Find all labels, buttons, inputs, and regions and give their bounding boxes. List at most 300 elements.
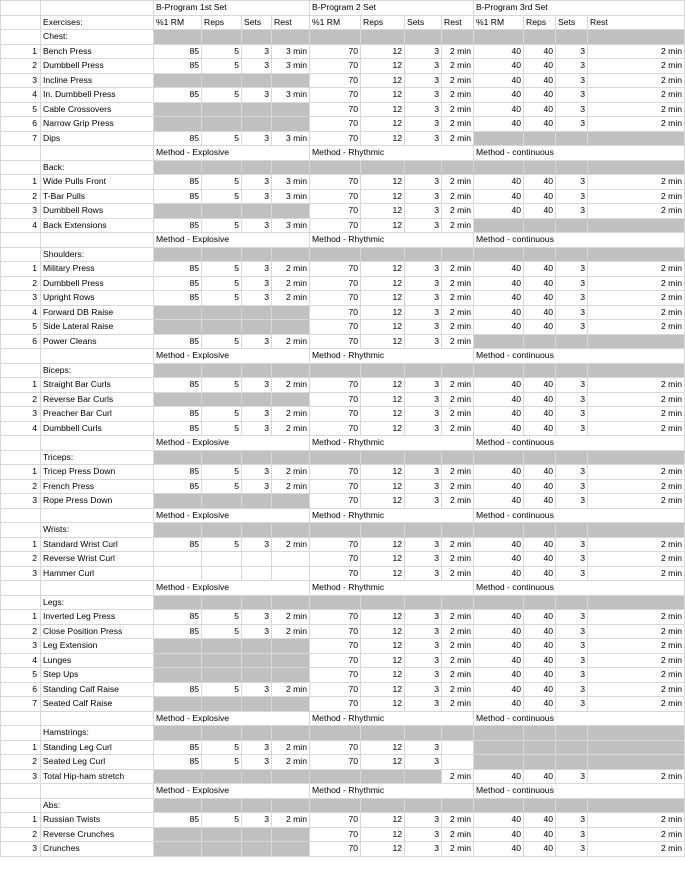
cell[interactable] [154, 697, 202, 712]
cell[interactable] [272, 102, 310, 117]
cell[interactable] [588, 523, 685, 538]
value-cell[interactable]: 5 [202, 189, 242, 204]
value-cell[interactable]: 70 [310, 407, 361, 422]
cell[interactable] [41, 1, 154, 16]
cell[interactable] [154, 842, 202, 857]
cell[interactable] [474, 450, 524, 465]
exercise-name[interactable]: Narrow Grip Press [41, 117, 154, 132]
row-number[interactable]: 1 [1, 44, 41, 59]
exercise-name[interactable]: Reverse Wrist Curl [41, 552, 154, 567]
cell[interactable] [202, 726, 242, 741]
cell[interactable] [242, 363, 272, 378]
cell[interactable] [154, 653, 202, 668]
program-title-2[interactable]: B-Program 2 Set [310, 1, 474, 16]
cell[interactable] [242, 73, 272, 88]
cell[interactable] [154, 494, 202, 509]
value-cell[interactable]: 40 [474, 320, 524, 335]
cell[interactable] [242, 827, 272, 842]
value-cell[interactable]: 2 min [442, 610, 474, 625]
cell[interactable] [272, 450, 310, 465]
row-number[interactable]: 5 [1, 668, 41, 683]
exercise-name[interactable]: Upright Rows [41, 291, 154, 306]
cell[interactable] [442, 363, 474, 378]
value-cell[interactable]: 3 [405, 218, 442, 233]
value-cell[interactable]: 70 [310, 117, 361, 132]
cell[interactable] [154, 595, 202, 610]
row-number[interactable]: 4 [1, 305, 41, 320]
cell[interactable] [474, 218, 524, 233]
method-label[interactable]: Method - Rhythmic [310, 711, 474, 726]
value-cell[interactable]: 2 min [442, 218, 474, 233]
cell[interactable] [1, 1, 41, 16]
value-cell[interactable]: 2 min [442, 653, 474, 668]
exercise-name[interactable]: Incline Press [41, 73, 154, 88]
method-label[interactable]: Method - Explosive [154, 349, 310, 364]
row-number[interactable]: 2 [1, 827, 41, 842]
cell[interactable] [154, 204, 202, 219]
cell[interactable] [474, 726, 524, 741]
value-cell[interactable]: 40 [524, 262, 556, 277]
value-cell[interactable]: 12 [361, 291, 405, 306]
value-cell[interactable]: 40 [474, 566, 524, 581]
value-cell[interactable]: 3 [242, 59, 272, 74]
method-label[interactable]: Method - Rhythmic [310, 349, 474, 364]
section-title[interactable]: Hamstrings: [41, 726, 154, 741]
value-cell[interactable]: 3 [405, 624, 442, 639]
value-cell[interactable]: 40 [474, 102, 524, 117]
cell[interactable] [405, 450, 442, 465]
cell[interactable] [272, 73, 310, 88]
cell[interactable] [405, 30, 442, 45]
value-cell[interactable]: 2 min [588, 697, 685, 712]
method-label[interactable]: Method - Explosive [154, 508, 310, 523]
row-number[interactable]: 3 [1, 769, 41, 784]
value-cell[interactable]: 3 [556, 117, 588, 132]
cell[interactable] [242, 247, 272, 262]
value-cell[interactable]: 2 min [588, 117, 685, 132]
value-cell[interactable]: 70 [310, 494, 361, 509]
cell[interactable] [154, 566, 202, 581]
cell[interactable] [524, 726, 556, 741]
value-cell[interactable]: 3 [405, 276, 442, 291]
value-cell[interactable]: 2 min [588, 494, 685, 509]
cell[interactable] [154, 668, 202, 683]
value-cell[interactable]: 3 [556, 697, 588, 712]
value-cell[interactable]: 40 [524, 276, 556, 291]
cell[interactable] [405, 595, 442, 610]
value-cell[interactable]: 70 [310, 73, 361, 88]
cell[interactable] [242, 769, 272, 784]
row-number[interactable]: 7 [1, 697, 41, 712]
value-cell[interactable]: 3 min [272, 175, 310, 190]
col-header[interactable]: Rest [442, 15, 474, 30]
value-cell[interactable]: 3 [405, 378, 442, 393]
value-cell[interactable]: 3 [556, 566, 588, 581]
cell[interactable] [154, 30, 202, 45]
cell[interactable] [1, 508, 41, 523]
program-title-3[interactable]: B-Program 3rd Set [474, 1, 685, 16]
row-number[interactable]: 6 [1, 682, 41, 697]
row-number[interactable]: 5 [1, 320, 41, 335]
value-cell[interactable]: 40 [524, 392, 556, 407]
cell[interactable] [405, 363, 442, 378]
value-cell[interactable]: 3 [242, 262, 272, 277]
value-cell[interactable]: 12 [361, 218, 405, 233]
value-cell[interactable]: 2 min [588, 653, 685, 668]
cell[interactable] [310, 798, 361, 813]
value-cell[interactable]: 40 [474, 610, 524, 625]
value-cell[interactable]: 70 [310, 204, 361, 219]
cell[interactable] [588, 247, 685, 262]
value-cell[interactable]: 40 [524, 842, 556, 857]
value-cell[interactable]: 40 [524, 813, 556, 828]
cell[interactable] [474, 247, 524, 262]
exercise-name[interactable]: Back Extensions [41, 218, 154, 233]
value-cell[interactable]: 2 min [442, 392, 474, 407]
cell[interactable] [310, 595, 361, 610]
cell[interactable] [405, 769, 442, 784]
row-number[interactable]: 2 [1, 552, 41, 567]
cell[interactable] [310, 769, 361, 784]
value-cell[interactable]: 2 min [588, 320, 685, 335]
method-label[interactable]: Method - Explosive [154, 711, 310, 726]
cell[interactable] [361, 30, 405, 45]
value-cell[interactable]: 40 [474, 842, 524, 857]
value-cell[interactable]: 5 [202, 624, 242, 639]
row-number[interactable]: 3 [1, 291, 41, 306]
value-cell[interactable]: 12 [361, 755, 405, 770]
cell[interactable] [272, 769, 310, 784]
cell[interactable] [361, 450, 405, 465]
value-cell[interactable]: 5 [202, 407, 242, 422]
value-cell[interactable]: 12 [361, 204, 405, 219]
cell[interactable] [588, 363, 685, 378]
row-number[interactable]: 4 [1, 218, 41, 233]
cell[interactable] [1, 450, 41, 465]
col-header[interactable]: Reps [524, 15, 556, 30]
exercise-name[interactable]: Standing Calf Raise [41, 682, 154, 697]
cell[interactable] [474, 334, 524, 349]
value-cell[interactable]: 70 [310, 421, 361, 436]
value-cell[interactable]: 85 [154, 813, 202, 828]
exercise-name[interactable]: Military Press [41, 262, 154, 277]
cell[interactable] [1, 30, 41, 45]
cell[interactable] [556, 218, 588, 233]
cell[interactable] [272, 494, 310, 509]
value-cell[interactable]: 3 [556, 291, 588, 306]
row-number[interactable]: 7 [1, 131, 41, 146]
value-cell[interactable]: 5 [202, 218, 242, 233]
value-cell[interactable]: 70 [310, 189, 361, 204]
method-label[interactable]: Method - Rhythmic [310, 146, 474, 161]
value-cell[interactable]: 2 min [588, 769, 685, 784]
value-cell[interactable]: 12 [361, 566, 405, 581]
value-cell[interactable]: 12 [361, 378, 405, 393]
value-cell[interactable]: 5 [202, 175, 242, 190]
cell[interactable] [272, 552, 310, 567]
cell[interactable] [154, 827, 202, 842]
cell[interactable] [524, 798, 556, 813]
value-cell[interactable]: 2 min [442, 102, 474, 117]
value-cell[interactable]: 12 [361, 276, 405, 291]
value-cell[interactable]: 40 [474, 305, 524, 320]
value-cell[interactable]: 3 [405, 537, 442, 552]
row-number[interactable]: 1 [1, 537, 41, 552]
value-cell[interactable]: 3 [405, 334, 442, 349]
value-cell[interactable]: 5 [202, 479, 242, 494]
value-cell[interactable]: 70 [310, 334, 361, 349]
value-cell[interactable]: 2 min [588, 175, 685, 190]
value-cell[interactable]: 5 [202, 755, 242, 770]
method-label[interactable]: Method - continuous [474, 436, 685, 451]
value-cell[interactable]: 2 min [442, 291, 474, 306]
value-cell[interactable]: 2 min [588, 59, 685, 74]
cell[interactable] [272, 30, 310, 45]
value-cell[interactable]: 40 [524, 682, 556, 697]
value-cell[interactable]: 12 [361, 827, 405, 842]
value-cell[interactable]: 2 min [442, 769, 474, 784]
value-cell[interactable]: 3 [242, 421, 272, 436]
cell[interactable] [202, 247, 242, 262]
value-cell[interactable]: 12 [361, 639, 405, 654]
value-cell[interactable]: 12 [361, 610, 405, 625]
value-cell[interactable]: 3 [242, 740, 272, 755]
value-cell[interactable]: 3 [556, 842, 588, 857]
value-cell[interactable]: 3 [556, 73, 588, 88]
exercise-name[interactable]: T-Bar Pulls [41, 189, 154, 204]
cell[interactable] [405, 798, 442, 813]
cell[interactable] [202, 798, 242, 813]
value-cell[interactable]: 2 min [442, 305, 474, 320]
cell[interactable] [242, 160, 272, 175]
value-cell[interactable]: 12 [361, 653, 405, 668]
value-cell[interactable]: 70 [310, 740, 361, 755]
value-cell[interactable]: 40 [474, 175, 524, 190]
cell[interactable] [1, 798, 41, 813]
value-cell[interactable]: 70 [310, 175, 361, 190]
cell[interactable] [361, 160, 405, 175]
cell[interactable] [556, 523, 588, 538]
cell[interactable] [202, 450, 242, 465]
cell[interactable] [1, 784, 41, 799]
value-cell[interactable]: 12 [361, 421, 405, 436]
value-cell[interactable]: 3 [242, 334, 272, 349]
value-cell[interactable]: 5 [202, 740, 242, 755]
value-cell[interactable]: 3 [556, 479, 588, 494]
exercise-name[interactable]: Preacher Bar Curl [41, 407, 154, 422]
cell[interactable] [242, 102, 272, 117]
value-cell[interactable]: 40 [474, 624, 524, 639]
value-cell[interactable]: 40 [524, 639, 556, 654]
cell[interactable] [474, 363, 524, 378]
value-cell[interactable]: 70 [310, 131, 361, 146]
cell[interactable] [361, 523, 405, 538]
section-title[interactable]: Abs: [41, 798, 154, 813]
cell[interactable] [242, 552, 272, 567]
cell[interactable] [1, 146, 41, 161]
value-cell[interactable]: 70 [310, 668, 361, 683]
value-cell[interactable]: 12 [361, 682, 405, 697]
cell[interactable] [202, 595, 242, 610]
value-cell[interactable]: 70 [310, 842, 361, 857]
value-cell[interactable]: 3 [242, 378, 272, 393]
value-cell[interactable]: 3 [405, 552, 442, 567]
value-cell[interactable]: 2 min [442, 276, 474, 291]
value-cell[interactable]: 3 [405, 668, 442, 683]
cell[interactable] [202, 639, 242, 654]
row-number[interactable]: 1 [1, 813, 41, 828]
value-cell[interactable]: 40 [524, 697, 556, 712]
value-cell[interactable]: 2 min [442, 320, 474, 335]
cell[interactable] [272, 726, 310, 741]
value-cell[interactable]: 85 [154, 291, 202, 306]
row-number[interactable]: 1 [1, 262, 41, 277]
value-cell[interactable]: 12 [361, 407, 405, 422]
method-label[interactable]: Method - continuous [474, 508, 685, 523]
value-cell[interactable]: 3 [242, 131, 272, 146]
cell[interactable] [154, 247, 202, 262]
cell[interactable] [442, 523, 474, 538]
value-cell[interactable]: 85 [154, 421, 202, 436]
cell[interactable] [524, 363, 556, 378]
value-cell[interactable]: 2 min [588, 842, 685, 857]
value-cell[interactable]: 12 [361, 494, 405, 509]
cell[interactable] [524, 247, 556, 262]
cell[interactable] [556, 595, 588, 610]
value-cell[interactable]: 3 [405, 204, 442, 219]
value-cell[interactable]: 70 [310, 305, 361, 320]
cell[interactable] [556, 798, 588, 813]
cell[interactable] [272, 653, 310, 668]
value-cell[interactable]: 3 [556, 262, 588, 277]
value-cell[interactable]: 2 min [442, 842, 474, 857]
exercise-name[interactable]: Seated Calf Raise [41, 697, 154, 712]
cell[interactable] [154, 363, 202, 378]
section-title[interactable]: Shoulders: [41, 247, 154, 262]
value-cell[interactable]: 85 [154, 175, 202, 190]
cell[interactable] [442, 30, 474, 45]
value-cell[interactable]: 3 [556, 305, 588, 320]
value-cell[interactable]: 40 [474, 88, 524, 103]
exercise-name[interactable]: Dumbbell Rows [41, 204, 154, 219]
row-number[interactable]: 1 [1, 740, 41, 755]
cell[interactable] [1, 363, 41, 378]
value-cell[interactable]: 2 min [588, 378, 685, 393]
exercise-name[interactable]: Wide Pulls Front [41, 175, 154, 190]
value-cell[interactable]: 40 [524, 44, 556, 59]
exercise-name[interactable]: Reverse Crunches [41, 827, 154, 842]
col-header[interactable]: %1 RM [154, 15, 202, 30]
value-cell[interactable]: 40 [474, 465, 524, 480]
cell[interactable] [442, 595, 474, 610]
cell[interactable] [272, 204, 310, 219]
cell[interactable] [1, 726, 41, 741]
value-cell[interactable]: 40 [474, 73, 524, 88]
value-cell[interactable]: 40 [474, 813, 524, 828]
value-cell[interactable]: 2 min [442, 537, 474, 552]
cell[interactable] [154, 392, 202, 407]
col-header[interactable]: Rest [272, 15, 310, 30]
value-cell[interactable]: 40 [474, 479, 524, 494]
value-cell[interactable]: 3 [556, 624, 588, 639]
value-cell[interactable]: 70 [310, 813, 361, 828]
value-cell[interactable]: 3 [242, 175, 272, 190]
value-cell[interactable]: 40 [524, 305, 556, 320]
cell[interactable] [556, 726, 588, 741]
cell[interactable] [310, 523, 361, 538]
value-cell[interactable]: 5 [202, 291, 242, 306]
exercise-name[interactable]: Power Cleans [41, 334, 154, 349]
col-header[interactable]: Sets [405, 15, 442, 30]
value-cell[interactable]: 5 [202, 262, 242, 277]
value-cell[interactable]: 40 [524, 407, 556, 422]
value-cell[interactable]: 70 [310, 392, 361, 407]
value-cell[interactable]: 40 [474, 421, 524, 436]
value-cell[interactable]: 2 min [588, 189, 685, 204]
value-cell[interactable]: 5 [202, 59, 242, 74]
value-cell[interactable]: 70 [310, 624, 361, 639]
cell[interactable] [588, 740, 685, 755]
value-cell[interactable]: 40 [524, 653, 556, 668]
exercise-name[interactable]: Bench Press [41, 44, 154, 59]
exercise-name[interactable]: Cable Crossovers [41, 102, 154, 117]
value-cell[interactable]: 3 [405, 479, 442, 494]
value-cell[interactable]: 12 [361, 189, 405, 204]
value-cell[interactable]: 3 [242, 218, 272, 233]
cell[interactable] [442, 160, 474, 175]
cell[interactable] [202, 653, 242, 668]
cell[interactable] [588, 160, 685, 175]
value-cell[interactable]: 70 [310, 537, 361, 552]
value-cell[interactable]: 2 min [272, 407, 310, 422]
cell[interactable] [242, 450, 272, 465]
cell[interactable] [405, 160, 442, 175]
value-cell[interactable]: 40 [474, 552, 524, 567]
value-cell[interactable]: 3 [556, 102, 588, 117]
cell[interactable] [154, 102, 202, 117]
method-label[interactable]: Method - Explosive [154, 581, 310, 596]
col-header[interactable]: %1 RM [310, 15, 361, 30]
value-cell[interactable]: 40 [474, 697, 524, 712]
value-cell[interactable]: 70 [310, 276, 361, 291]
value-cell[interactable]: 70 [310, 262, 361, 277]
cell[interactable] [474, 523, 524, 538]
value-cell[interactable]: 40 [474, 59, 524, 74]
cell[interactable] [588, 450, 685, 465]
exercise-name[interactable]: Crunches [41, 842, 154, 857]
cell[interactable] [202, 566, 242, 581]
cell[interactable] [310, 450, 361, 465]
value-cell[interactable]: 85 [154, 610, 202, 625]
value-cell[interactable]: 2 min [442, 44, 474, 59]
row-number[interactable]: 4 [1, 653, 41, 668]
value-cell[interactable]: 3 [405, 117, 442, 132]
cell[interactable] [361, 798, 405, 813]
cell[interactable] [242, 30, 272, 45]
value-cell[interactable]: 12 [361, 392, 405, 407]
cell[interactable] [242, 494, 272, 509]
value-cell[interactable]: 85 [154, 334, 202, 349]
value-cell[interactable]: 2 min [442, 479, 474, 494]
value-cell[interactable]: 70 [310, 479, 361, 494]
cell[interactable] [272, 827, 310, 842]
cell[interactable] [272, 668, 310, 683]
row-number[interactable]: 3 [1, 842, 41, 857]
row-number[interactable]: 6 [1, 334, 41, 349]
section-title[interactable]: Legs: [41, 595, 154, 610]
value-cell[interactable]: 3 [556, 276, 588, 291]
value-cell[interactable]: 2 min [272, 740, 310, 755]
